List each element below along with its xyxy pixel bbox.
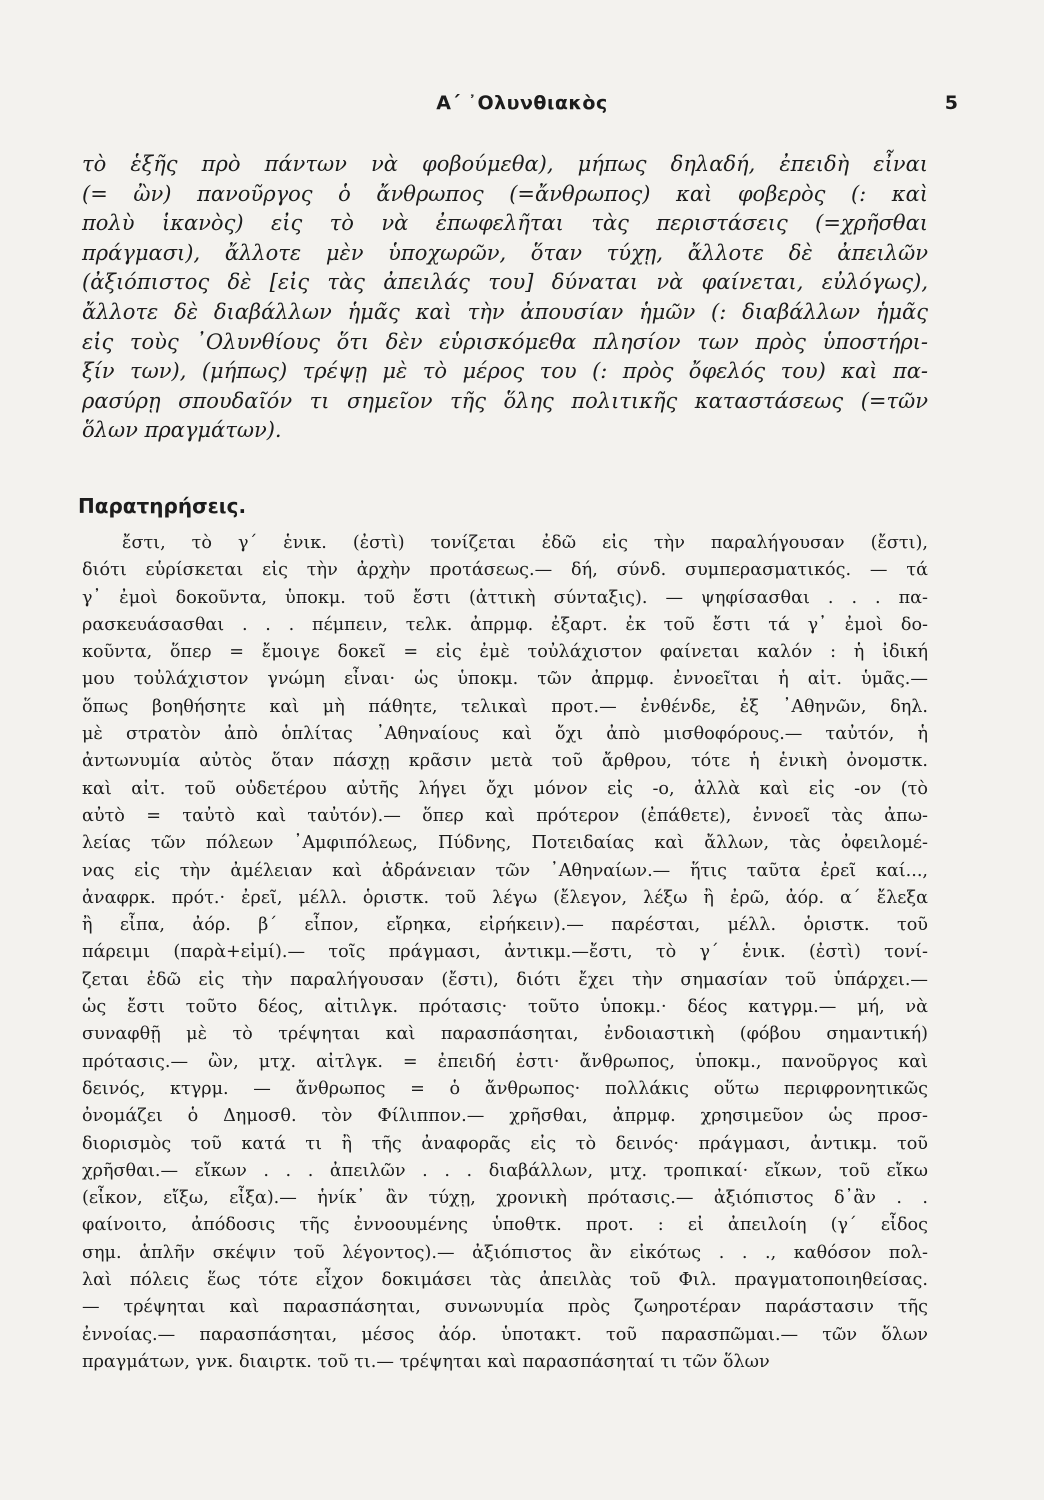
text-line: μου τοὐλάχιστον γνώμη εἶναι· ὡς ὑποκμ. τῶν ἀπρμφ. ἐννοεῖται ἡ αἰτ. ὑμᾶς.— [82, 669, 928, 690]
text-line: πράγμασι), ἄλλοτε μὲν ὑποχωρῶν, ὅταν τύχῃ, ἄλλοτε δὲ ἀπειλῶν [82, 240, 928, 265]
text-line: ἄλλοτε δὲ διαβάλλων ἡμᾶς καὶ τὴν ἀπουσίαν ἡμῶν (: διαβάλλων ἡμᾶς [82, 299, 928, 324]
text-line: ξίν των), (μήπως) τρέψῃ μὲ τὸ μέρος του (: πρὸς ὄφελός του) καὶ πα- [82, 359, 928, 384]
text-line: ἔστι, τὸ γ΄ ἑνικ. (ἐστὶ) τονίζεται ἐδῶ εἰς τὴν παραλήγουσαν (ἔστι), [122, 533, 928, 553]
text-line: σημ. ἁπλῆν σκέψιν τοῦ λέγοντος).— ἀξιόπιστος ἂν εἰκότως . . ., καθόσον πολ- [82, 1242, 928, 1263]
page-header [0, 92, 1044, 122]
text-line: ρασκευάσασθαι . . . πέμπειν, τελκ. ἀπρμφ. ἐξαρτ. ἐκ τοῦ ἔστι τά γ᾽ ἐμοὶ δο- [82, 614, 928, 635]
text-line: πρότασις.— ὢν, μτχ. αἰτλγκ. = ἐπειδή ἐστι· ἄνθρωπος, ὑποκμ., πανοῦργος καὶ [82, 1051, 928, 1072]
page-number: 5 [944, 92, 958, 114]
text-line: νας εἰς τὴν ἀμέλειαν καὶ ἀδράνειαν τῶν ᾽Αθηναίων.— ἥτις ταῦτα ἐρεῖ καί..., [82, 860, 928, 881]
text-line: κοῦντα, ὅπερ = ἔμοιγε δοκεῖ = εἰς ἐμὲ τοὐλάχιστον φαίνεται καλόν : ἡ ἰδική [82, 642, 928, 663]
text-line: τὸ ἑξῆς πρὸ πάντων νὰ φοβούμεθα), μήπως δηλαδή, ἐπειδὴ εἶναι [82, 152, 928, 176]
translation-paragraph [82, 150, 928, 446]
text-line: ὅλων πραγμάτων). [82, 418, 282, 443]
text-line: ἀναφρκ. πρότ.· ἐρεῖ, μέλλ. ὁριστκ. τοῦ λέγω (ἔλεγον, λέξω ἢ ἐρῶ, ἀόρ. α΄ ἔλεξα [82, 887, 928, 908]
text-line: φαίνοιτο, ἀπόδοσις τῆς ἐννοουμένης ὑποθτκ. προτ. : εἰ ἀπειλοίη (γ΄ εἶδος [82, 1215, 928, 1236]
text-line: λείας τῶν πόλεων ᾽Αμφιπόλεως, Πύδνης, Ποτειδαίας καὶ ἄλλων, τὰς ὀφειλομέ- [82, 833, 928, 854]
text-line: διορισμὸς τοῦ κατά τι ἢ τῆς ἀναφορᾶς εἰς τὸ δεινός· πράγμασι, ἀντικμ. τοῦ [82, 1133, 928, 1154]
text-line: ἀντωνυμία αὐτὸς ὅταν πάσχῃ κρᾶσιν μετὰ τοῦ ἄρθρου, τότε ἡ ἑνικὴ ὀνομστκ. [82, 751, 928, 772]
text-line: ρασύρῃ σπουδαῖόν τι σημεῖον τῆς ὅλης πολιτικῆς καταστάσεως (=τῶν [82, 388, 928, 413]
text-line: ἐννοίας.— παρασπάσηται, μέσος ἀόρ. ὑποτακτ. τοῦ παρασπῶμαι.— τῶν ὅλων [82, 1324, 928, 1345]
text-line: (ἀξιόπιστος δὲ [εἰς τὰς ἀπειλάς του] δύναται νὰ φαίνεται, εὐλόγως), [82, 270, 928, 295]
text-line: αὐτὸ = ταὐτὸ καὶ ταὐτόν).— ὅπερ καὶ πρότερον (ἐπάθετε), ἐννοεῖ τὰς ἀπω- [82, 805, 928, 826]
text-line: χρῆσθαι.— εἴκων . . . ἀπειλῶν . . . διαβάλλων, μτχ. τροπικαί· εἴκων, τοῦ εἴκω [82, 1160, 928, 1181]
section-heading: Παρατηρήσεις. [78, 494, 247, 518]
text-line: (εἶκον, εἴξω, εἶξα).— ἡνίκ᾽ ἂν τύχῃ, χρονικὴ πρότασις.— ἀξιόπιστος δ᾽ἂν . . [82, 1188, 928, 1209]
text-line: ἢ εἶπα, ἀόρ. β΄ εἶπον, εἴρηκα, εἰρήκειν).— παρέσται, μέλλ. ὁριστκ. τοῦ [82, 915, 928, 936]
text-line: λαὶ πόλεις ἕως τότε εἶχον δοκιμάσει τὰς ἀπειλὰς τοῦ Φιλ. πραγματοποιηθείσας. [82, 1270, 928, 1291]
text-line: συναφθῇ μὲ τὸ τρέψηται καὶ παρασπάσηται, ἐνδοιαστικὴ (φόβου σημαντική) [82, 1024, 928, 1045]
text-line: (= ὢν) πανοῦργος ὁ ἄνθρωπος (=ἄνθρωπος) καὶ φοβερὸς (: καὶ [82, 181, 928, 206]
text-line: εἰς τοὺς ᾽Ολυνθίους ὅτι δὲν εὑρισκόμεθα πλησίον των πρὸς ὑποστήρι- [82, 329, 928, 354]
text-line: μὲ στρατὸν ἀπὸ ὁπλίτας ᾽Αθηναίους καὶ ὄχι ἀπὸ μισθοφόρους.— ταὐτόν, ἡ [82, 724, 928, 745]
text-line: ὀνομάζει ὁ Δημοσθ. τὸν Φίλιππον.— χρῆσθαι, ἀπρμφ. χρησιμεῦον ὡς προσ- [82, 1106, 928, 1127]
text-line: καὶ αἰτ. τοῦ οὐδετέρου αὐτῆς λήγει ὄχι μόνον εἰς -ο, ἀλλὰ καὶ εἰς -ον (τὸ [82, 778, 928, 799]
text-line: πολὺ ἱκανὸς) εἰς τὸ νὰ ἐπωφελῆται τὰς περιστάσεις (=χρῆσθαι [82, 211, 928, 236]
text-line: πάρειμι (παρὰ+εἰμί).— τοῖς πράγμασι, ἀντικμ.—ἔστι, τὸ γ΄ ἑνικ. (ἐστὶ) τονί- [82, 942, 928, 963]
notes-paragraph [82, 530, 928, 1376]
text-line: διότι εὑρίσκεται εἰς τὴν ἀρχὴν προτάσεως.— δή, σύνδ. συμπερασματικός. — τά [82, 560, 928, 581]
text-line: γ᾽ ἐμοὶ δοκοῦντα, ὑποκμ. τοῦ ἔστι (ἀττικὴ σύνταξις). — ψηφίσασθαι . . . πα- [82, 587, 928, 608]
text-line: δεινός, κτγρμ. — ἄνθρωπος = ὁ ἄνθρωπος· πολλάκις οὕτω περιφρονητικῶς [82, 1078, 928, 1099]
text-line: ζεται ἐδῶ εἰς τὴν παραλήγουσαν (ἔστι), διότι ἔχει τὴν σημασίαν τοῦ ὑπάρχει.— [82, 969, 928, 990]
text-line: ὅπως βοηθήσητε καὶ μὴ πάθητε, τελικαὶ προτ.— ἐνθένδε, ἐξ ᾽Αθηνῶν, δηλ. [82, 696, 928, 717]
text-line: — τρέψηται καὶ παρασπάσηται, συνωνυμία πρὸς ζωηροτέραν παράστασιν τῆς [82, 1297, 928, 1318]
running-title: Α΄ ᾽Ολυνθιακὸς [436, 92, 608, 114]
text-line: πραγμάτων, γνκ. διαιρτκ. τοῦ τι.— τρέψηται καὶ παρασπάσηταί τι τῶν ὅλων [82, 1351, 770, 1372]
text-line: ὡς ἔστι τοῦτο δέος, αἰτιλγκ. πρότασις· τοῦτο ὑποκμ.· δέος κατγρμ.— μή, νὰ [82, 997, 928, 1018]
